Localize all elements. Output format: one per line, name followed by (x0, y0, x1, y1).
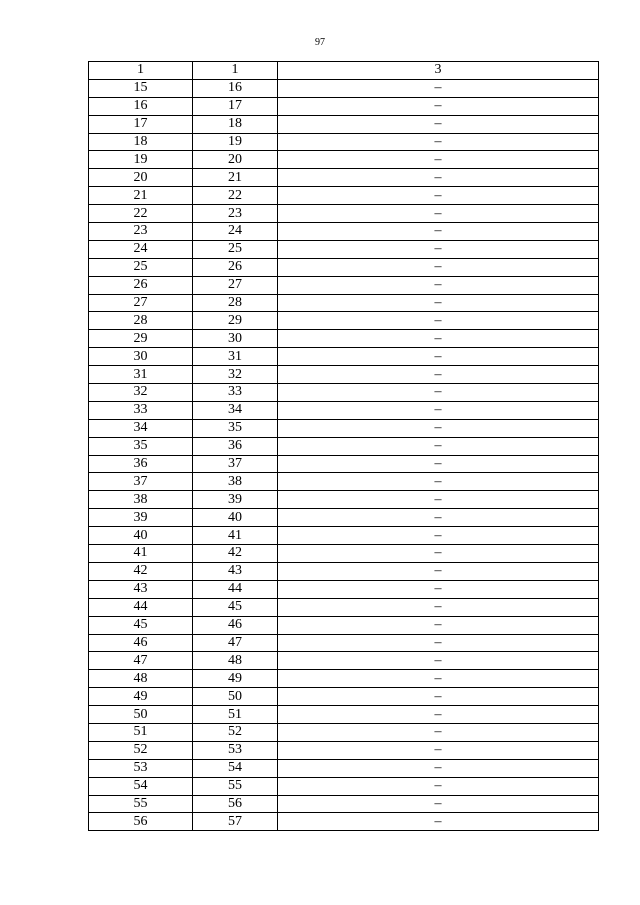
table-cell-col-3: – (278, 187, 599, 205)
table-cell-col-1: 40 (89, 527, 193, 545)
table-cell-col-2: 17 (193, 97, 278, 115)
table-cell-col-1: 26 (89, 276, 193, 294)
table-cell-col-3: – (278, 169, 599, 187)
table-cell-col-1: 48 (89, 670, 193, 688)
table-cell-col-2: 44 (193, 580, 278, 598)
table-cell-col-2: 41 (193, 527, 278, 545)
table-header-row (89, 62, 599, 80)
table-cell-col-2: 20 (193, 151, 278, 169)
table-cell-col-3: – (278, 634, 599, 652)
table-cell-col-2: 45 (193, 598, 278, 616)
table-cell-col-1: 34 (89, 419, 193, 437)
table-cell-col-3: – (278, 580, 599, 598)
table-cell-col-2: 25 (193, 240, 278, 258)
table-cell-col-1: 41 (89, 545, 193, 563)
table-row (89, 509, 599, 527)
table-cell-col-1: 20 (89, 169, 193, 187)
table-cell-col-3: – (278, 527, 599, 545)
table-row (89, 688, 599, 706)
table-cell-col-2: 38 (193, 473, 278, 491)
table-cell-col-2: 33 (193, 384, 278, 402)
table-cell-col-1: 54 (89, 777, 193, 795)
table-row (89, 312, 599, 330)
table-cell-col-2: 37 (193, 455, 278, 473)
table-cell-col-1: 17 (89, 115, 193, 133)
table-cell-col-1: 36 (89, 455, 193, 473)
table-row (89, 527, 599, 545)
table-cell-col-1: 51 (89, 723, 193, 741)
table-row (89, 759, 599, 777)
table-cell-col-2: 26 (193, 258, 278, 276)
table-cell-col-3: – (278, 258, 599, 276)
table-cell-col-3: – (278, 670, 599, 688)
table-row (89, 491, 599, 509)
table-row (89, 115, 599, 133)
table-cell-col-1: 25 (89, 258, 193, 276)
table-cell-col-1: 27 (89, 294, 193, 312)
table-cell-col-1: 39 (89, 509, 193, 527)
table-cell-col-2: 51 (193, 706, 278, 724)
table-cell-col-1: 22 (89, 205, 193, 223)
table-cell-col-2: 54 (193, 759, 278, 777)
table-cell-col-2: 49 (193, 670, 278, 688)
table-cell-col-1: 42 (89, 562, 193, 580)
table-cell-col-3: – (278, 741, 599, 759)
table-row (89, 813, 599, 831)
table-cell-col-3: – (278, 813, 599, 831)
table-cell-col-1: 30 (89, 348, 193, 366)
table-cell-col-1: 33 (89, 401, 193, 419)
table-cell-col-3: – (278, 133, 599, 151)
table-row (89, 240, 599, 258)
table-row (89, 562, 599, 580)
header-cell-3: 3 (278, 62, 599, 80)
table-cell-col-1: 28 (89, 312, 193, 330)
table-cell-col-3: – (278, 151, 599, 169)
data-table (88, 61, 599, 831)
table-cell-col-1: 53 (89, 759, 193, 777)
table-cell-col-1: 47 (89, 652, 193, 670)
table-cell-col-2: 57 (193, 813, 278, 831)
table-row (89, 723, 599, 741)
table-cell-col-3: – (278, 312, 599, 330)
table-cell-col-2: 53 (193, 741, 278, 759)
table-cell-col-2: 35 (193, 419, 278, 437)
table-cell-col-1: 29 (89, 330, 193, 348)
table-cell-col-3: – (278, 455, 599, 473)
table-cell-col-2: 46 (193, 616, 278, 634)
table-cell-col-2: 19 (193, 133, 278, 151)
table-row (89, 169, 599, 187)
table-cell-col-3: – (278, 348, 599, 366)
table-cell-col-3: – (278, 777, 599, 795)
table-cell-col-3: – (278, 79, 599, 97)
table-row (89, 97, 599, 115)
table-cell-col-2: 40 (193, 509, 278, 527)
table-cell-col-1: 38 (89, 491, 193, 509)
table-row (89, 777, 599, 795)
table-cell-col-3: – (278, 509, 599, 527)
table-cell-col-2: 34 (193, 401, 278, 419)
table-cell-col-3: – (278, 115, 599, 133)
table-row (89, 634, 599, 652)
table-cell-col-1: 55 (89, 795, 193, 813)
table-cell-col-3: – (278, 205, 599, 223)
table-cell-col-2: 22 (193, 187, 278, 205)
table-row (89, 79, 599, 97)
table-cell-col-3: – (278, 473, 599, 491)
table-cell-col-1: 46 (89, 634, 193, 652)
table-row (89, 419, 599, 437)
table-cell-col-3: – (278, 491, 599, 509)
table-row (89, 706, 599, 724)
table-cell-col-3: – (278, 616, 599, 634)
table-body (89, 79, 599, 830)
table-cell-col-1: 49 (89, 688, 193, 706)
table-row (89, 366, 599, 384)
table-cell-col-2: 31 (193, 348, 278, 366)
table-cell-col-2: 55 (193, 777, 278, 795)
table-row (89, 670, 599, 688)
table-row (89, 294, 599, 312)
table-cell-col-1: 37 (89, 473, 193, 491)
table-cell-col-2: 29 (193, 312, 278, 330)
header-cell-1: 1 (89, 62, 193, 80)
table-cell-col-3: – (278, 723, 599, 741)
table-cell-col-3: – (278, 652, 599, 670)
table-cell-col-3: – (278, 384, 599, 402)
table-cell-col-3: – (278, 276, 599, 294)
table-row (89, 455, 599, 473)
table-cell-col-3: – (278, 706, 599, 724)
table-cell-col-1: 45 (89, 616, 193, 634)
table-row (89, 276, 599, 294)
table-row (89, 348, 599, 366)
table-row (89, 187, 599, 205)
table-row (89, 652, 599, 670)
table-cell-col-2: 28 (193, 294, 278, 312)
table-cell-col-2: 56 (193, 795, 278, 813)
table-cell-col-3: – (278, 419, 599, 437)
table-cell-col-2: 21 (193, 169, 278, 187)
table-row (89, 437, 599, 455)
table-cell-col-3: – (278, 545, 599, 563)
table-cell-col-1: 18 (89, 133, 193, 151)
table-cell-col-2: 47 (193, 634, 278, 652)
table-cell-col-1: 50 (89, 706, 193, 724)
table-cell-col-1: 23 (89, 223, 193, 241)
page-number: 97 (315, 37, 325, 48)
table-cell-col-2: 30 (193, 330, 278, 348)
table-cell-col-3: – (278, 223, 599, 241)
table-cell-col-1: 16 (89, 97, 193, 115)
table-cell-col-1: 31 (89, 366, 193, 384)
table-row (89, 151, 599, 169)
table-cell-col-2: 43 (193, 562, 278, 580)
table-cell-col-3: – (278, 688, 599, 706)
table-row (89, 401, 599, 419)
table-cell-col-3: – (278, 598, 599, 616)
table-cell-col-2: 16 (193, 79, 278, 97)
table-cell-col-2: 36 (193, 437, 278, 455)
table-row (89, 795, 599, 813)
table-cell-col-1: 56 (89, 813, 193, 831)
table-cell-col-1: 44 (89, 598, 193, 616)
table-row (89, 473, 599, 491)
table-cell-col-2: 27 (193, 276, 278, 294)
table-cell-col-3: – (278, 97, 599, 115)
table-cell-col-1: 35 (89, 437, 193, 455)
table-cell-col-3: – (278, 294, 599, 312)
table-cell-col-1: 24 (89, 240, 193, 258)
header-cell-2: 1 (193, 62, 278, 80)
table-cell-col-2: 32 (193, 366, 278, 384)
table-cell-col-2: 52 (193, 723, 278, 741)
table-row (89, 258, 599, 276)
table-cell-col-3: – (278, 759, 599, 777)
table-row (89, 133, 599, 151)
table-row (89, 598, 599, 616)
table-cell-col-1: 21 (89, 187, 193, 205)
table-cell-col-2: 50 (193, 688, 278, 706)
table-row (89, 330, 599, 348)
table-cell-col-2: 39 (193, 491, 278, 509)
table-cell-col-2: 18 (193, 115, 278, 133)
table-row (89, 580, 599, 598)
table-cell-col-3: – (278, 330, 599, 348)
table-cell-col-3: – (278, 401, 599, 419)
table-cell-col-2: 24 (193, 223, 278, 241)
table-row (89, 384, 599, 402)
table-cell-col-3: – (278, 562, 599, 580)
table-cell-col-3: – (278, 795, 599, 813)
table-row (89, 545, 599, 563)
table-row (89, 741, 599, 759)
table-cell-col-1: 43 (89, 580, 193, 598)
table-cell-col-1: 15 (89, 79, 193, 97)
table-row (89, 223, 599, 241)
table-cell-col-1: 19 (89, 151, 193, 169)
table-cell-col-1: 52 (89, 741, 193, 759)
table-cell-col-3: – (278, 437, 599, 455)
table-cell-col-3: – (278, 240, 599, 258)
table-cell-col-2: 23 (193, 205, 278, 223)
table-cell-col-1: 32 (89, 384, 193, 402)
table-row (89, 616, 599, 634)
table-cell-col-2: 42 (193, 545, 278, 563)
table-cell-col-3: – (278, 366, 599, 384)
table-cell-col-2: 48 (193, 652, 278, 670)
table-row (89, 205, 599, 223)
